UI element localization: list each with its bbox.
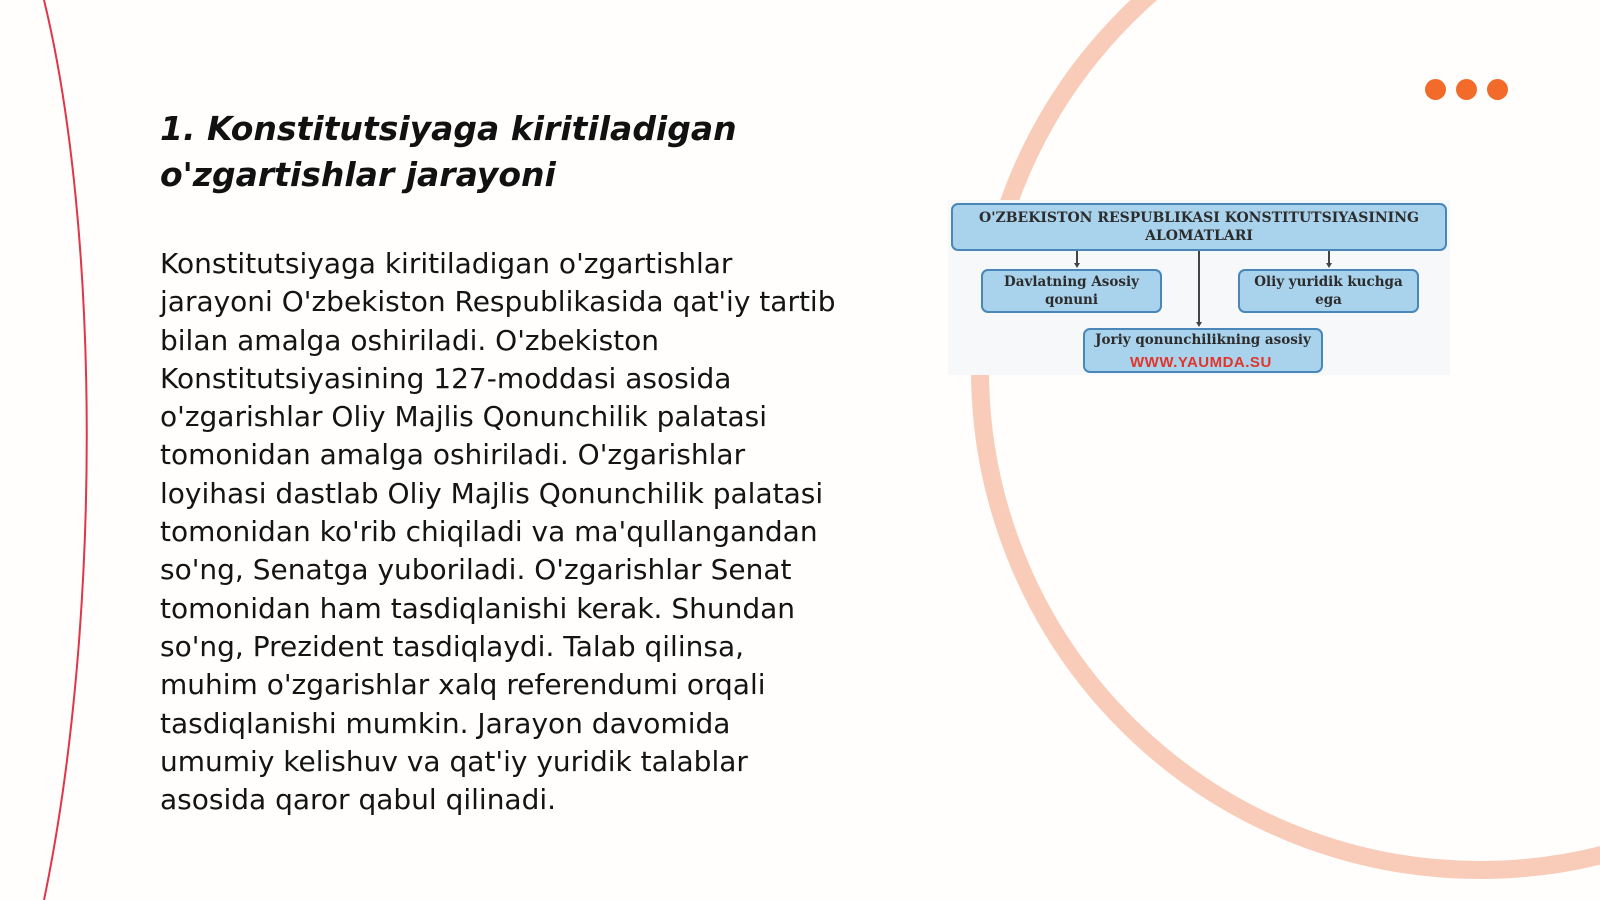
diagram-node-left: Davlatning Asosiy qonuni [981, 269, 1162, 313]
diagram-node-top: O'ZBEKISTON RESPUBLIKASI KONSTITUTSIYASINING ALOMATLARI [951, 203, 1447, 251]
decorative-ring [980, 0, 1600, 870]
slide-title: 1. Konstitutsiyaga kiritiladigan o'zgartishlar jarayoni [160, 109, 737, 194]
slide-body-text: Konstitutsiyaga kiritiladigan o'zgartishlar jarayoni O'zbekiston Respublikasida qat'iy tartib bilan amalga oshiriladi. O'zbekiston Konstitutsiyasining 127-moddasi asosida o'zgarishlar Oliy Majlis Qonunchilik palatasi tomonidan amalga oshiriladi. O'zgarishlar loyihasi dastlab Oliy Majlis Qonunchilik palatasi tomonidan ko'rib chiqiladi va ma'qullangandan so'ng, Senatga yuboriladi. O'zgarishlar Senat tomonidan ham tasdiqlanishi kerak. Shundan so'ng, Prezident tasdiqlaydi. Talab qilinsa, muhim o'zgarishlar xalq referendumi orqali tasdiqlanishi mumkin. Jarayon davomida umumiy kelishuv va qat'iy yuridik talablar asosida qaror qabul qilinadi. [160, 247, 836, 817]
diagram-watermark: WWW.YAUMDA.SU [1130, 354, 1272, 371]
diagram-node-right: Oliy yuridik kuchga ega [1238, 269, 1419, 313]
decorative-left-curve [44, 0, 87, 900]
arrow-left-icon [1074, 263, 1080, 268]
dot [1425, 79, 1446, 100]
menu-dots-icon [1425, 79, 1508, 100]
dot [1487, 79, 1508, 100]
constitution-diagram [948, 200, 1450, 375]
dot [1456, 79, 1477, 100]
connector-center [1198, 251, 1200, 323]
diagram-node-bottom: Joriy qonunchilikning asosiy [1083, 328, 1323, 373]
arrow-right-icon [1326, 263, 1332, 268]
arrow-center-icon [1196, 322, 1202, 327]
